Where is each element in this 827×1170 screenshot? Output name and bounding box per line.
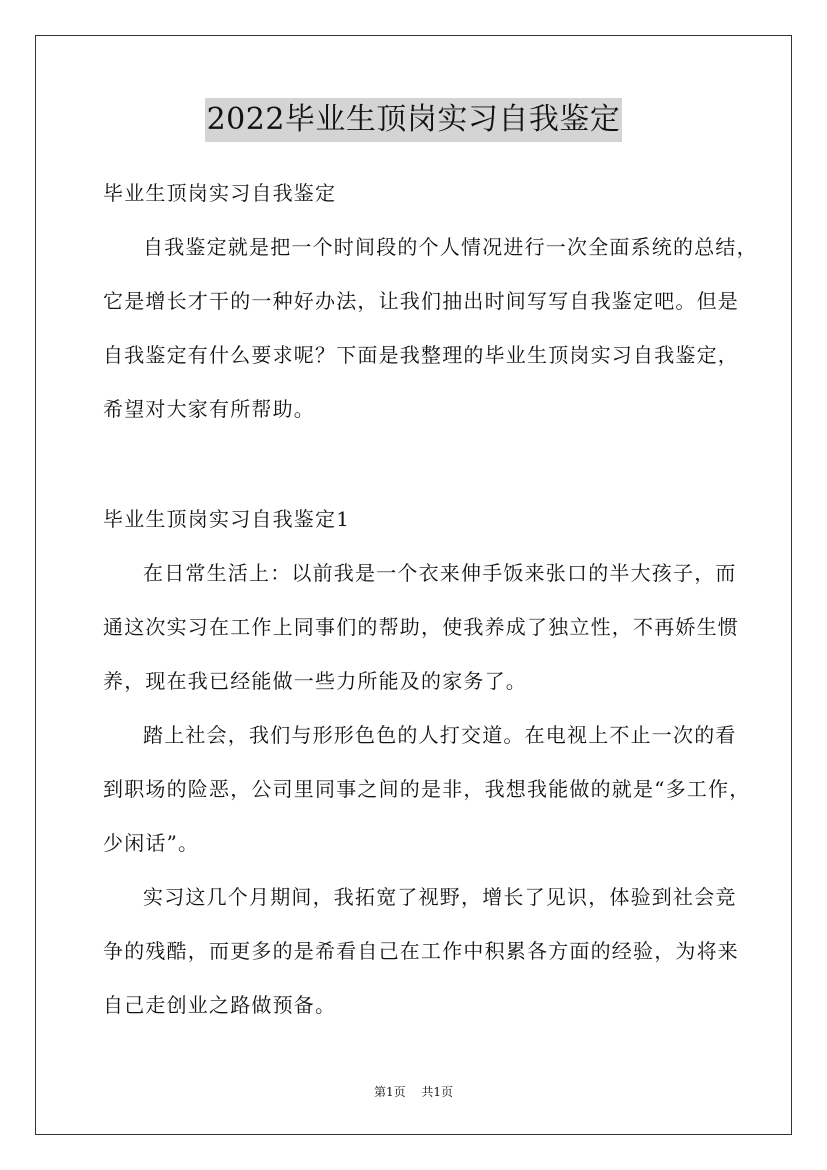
paragraph-line: 它是增长才干的一种好办法，让我们抽出时间写写自我鉴定吧。但是 <box>103 289 739 313</box>
paragraph-line: 到职场的险恶，公司里同事之间的是非，我想我能做的就是“多工作， <box>103 777 751 801</box>
page-number: 第1页 <box>373 1085 406 1099</box>
paragraph-line: 踏上社会，我们与形形色色的人打交道。在电视上不止一次的看 <box>143 723 737 747</box>
page-footer <box>0 1083 827 1100</box>
document-title: 2022毕业生顶岗实习自我鉴定 <box>205 98 623 142</box>
paragraph-line: 少闲话”。 <box>103 831 200 855</box>
section-heading-1: 毕业生顶岗实习自我鉴定1 <box>103 507 351 531</box>
paragraph-line: 在日常生活上：以前我是一个衣来伸手饭来张口的半大孩子，而 <box>143 561 737 585</box>
paragraph-line: 自己走创业之路做预备。 <box>103 993 337 1017</box>
paragraph-line: 希望对大家有所帮助。 <box>103 397 315 421</box>
paragraph-line: 争的残酷，而更多的是希看自己在工作中积累各方面的经验，为将来 <box>103 939 739 963</box>
paragraph-line: 实习这几个月期间，我拓宽了视野，增长了见识，体验到社会竞 <box>143 885 737 909</box>
section-heading: 毕业生顶岗实习自我鉴定 <box>103 181 337 205</box>
page-total: 共1页 <box>421 1085 454 1099</box>
paragraph-line: 自我鉴定有什么要求呢？下面是我整理的毕业生顶岗实习自我鉴定， <box>103 343 739 367</box>
paragraph-line: 自我鉴定就是把一个时间段的个人情况进行一次全面系统的总结， <box>143 235 758 259</box>
paragraph-line: 通这次实习在工作上同事们的帮助，使我养成了独立性，不再娇生惯 <box>103 615 739 639</box>
title-container <box>0 98 827 142</box>
paragraph-line: 养，现在我已经能做一些力所能及的家务了。 <box>103 669 527 693</box>
